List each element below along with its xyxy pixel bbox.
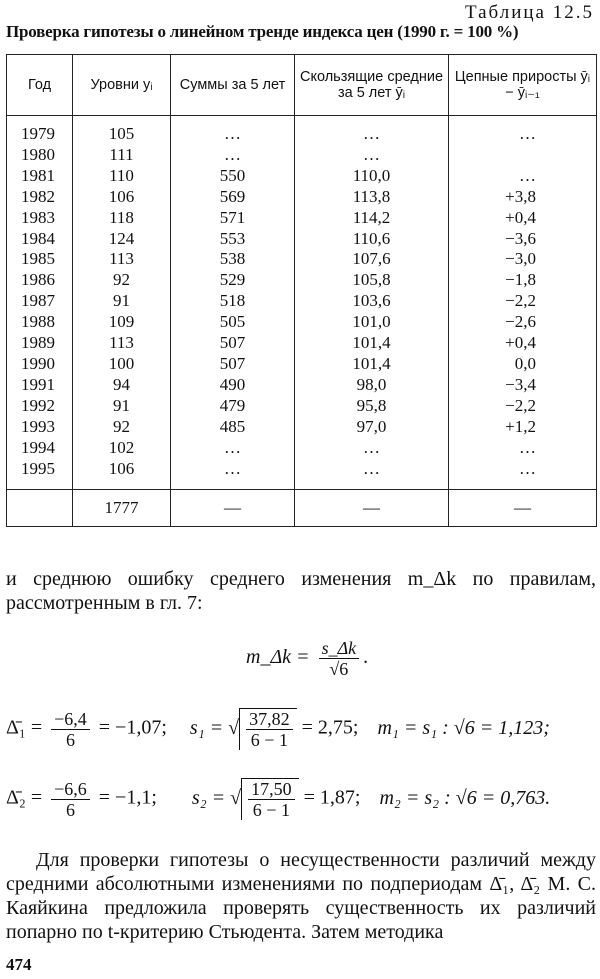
cell-moving-average: … xyxy=(295,459,449,490)
cell-chain-increment: −2,2 xyxy=(449,291,597,312)
cell-chain-increment: −3,0 xyxy=(449,249,597,270)
cell-level: 105 xyxy=(73,116,171,145)
s1-fraction xyxy=(246,709,293,750)
cell-sum: 485 xyxy=(171,417,295,438)
cell-chain-increment: −2,6 xyxy=(449,312,597,333)
cell-year: 1994 xyxy=(7,438,73,459)
cell-year: 1985 xyxy=(7,249,73,270)
s2-lhs: s₂ = xyxy=(191,786,226,809)
totals-year xyxy=(7,490,73,527)
table-caption: Проверка гипотезы о линейном тренде индекса цен (1990 г. = 100 %) xyxy=(6,22,519,41)
table-row xyxy=(7,459,597,490)
m2-expression: m₂ = s₂ : √6 = 0,763. xyxy=(379,786,551,809)
cell-moving-average: 103,6 xyxy=(295,291,449,312)
cell-moving-average: 101,0 xyxy=(295,312,449,333)
cell-moving-average: … xyxy=(295,145,449,166)
cell-year: 1989 xyxy=(7,333,73,354)
cell-moving-average: 101,4 xyxy=(295,354,449,375)
cell-sum: 538 xyxy=(171,249,295,270)
s2-num: 17,50 xyxy=(248,779,295,800)
m1-expression: m₁ = s₁ : √6 = 1,123; xyxy=(377,716,550,739)
paragraph-error-intro: и среднюю ошибку среднего изменения m_Δk по правилам, рассмотренным в гл. 7: xyxy=(6,568,596,614)
delta1-den: 6 xyxy=(65,729,75,750)
cell-chain-increment: −2,2 xyxy=(449,396,597,417)
table-label: Таблица 12.5 xyxy=(464,2,594,23)
cell-sum: 553 xyxy=(171,229,295,250)
delta2-result: = −1,1; xyxy=(98,786,157,809)
price-index-table xyxy=(6,54,597,527)
cell-sum: 569 xyxy=(171,187,295,208)
cell-moving-average: 105,8 xyxy=(295,270,449,291)
delta2-lhs: Δ̄₂ = xyxy=(6,786,43,809)
s1-result: = 2,75; xyxy=(301,716,359,739)
table-row xyxy=(7,417,597,438)
formula-subperiod-1 xyxy=(6,708,550,750)
cell-sum: … xyxy=(171,116,295,145)
table-row xyxy=(7,354,597,375)
cell-year: 1979 xyxy=(7,116,73,145)
cell-sum: 505 xyxy=(171,312,295,333)
cell-year: 1995 xyxy=(7,459,73,490)
page-number: 474 xyxy=(6,955,32,974)
cell-level: 111 xyxy=(73,145,171,166)
cell-level: 118 xyxy=(73,208,171,229)
cell-sum: … xyxy=(171,145,295,166)
header-chain-increments: Цепные приросты ȳᵢ − ȳᵢ₋₁ xyxy=(449,55,597,116)
cell-moving-average: 110,6 xyxy=(295,229,449,250)
s1-den: 6 − 1 xyxy=(250,730,288,750)
cell-chain-increment: +1,2 xyxy=(449,417,597,438)
cell-chain-increment: … xyxy=(449,438,597,459)
cell-sum: 518 xyxy=(171,291,295,312)
cell-moving-average: 97,0 xyxy=(295,417,449,438)
cell-year: 1987 xyxy=(7,291,73,312)
cell-moving-average: … xyxy=(295,438,449,459)
header-levels: Уровни yᵢ xyxy=(73,55,171,116)
cell-chain-increment: +0,4 xyxy=(449,208,597,229)
formula-denominator: √6 xyxy=(329,659,349,679)
formula-fraction xyxy=(319,638,360,679)
cell-moving-average: 114,2 xyxy=(295,208,449,229)
cell-year: 1991 xyxy=(7,375,73,396)
table-body xyxy=(7,116,597,490)
formula-end: . xyxy=(363,646,369,669)
cell-moving-average: 110,0 xyxy=(295,166,449,187)
cell-level: 102 xyxy=(73,438,171,459)
sqrt-icon: √ $\frac{37,82}{6 - 1}$ xyxy=(228,708,296,750)
cell-moving-average: 95,8 xyxy=(295,396,449,417)
cell-level: 113 xyxy=(73,249,171,270)
table-row xyxy=(7,116,597,145)
cell-level: 109 xyxy=(73,312,171,333)
delta1-fraction xyxy=(51,709,90,750)
cell-year: 1993 xyxy=(7,417,73,438)
cell-chain-increment xyxy=(449,145,597,166)
cell-sum: 479 xyxy=(171,396,295,417)
table-row xyxy=(7,312,597,333)
cell-sum: 507 xyxy=(171,333,295,354)
cell-sum: … xyxy=(171,459,295,490)
cell-level: 113 xyxy=(73,333,171,354)
cell-moving-average: … xyxy=(295,116,449,145)
totals-chain: — xyxy=(449,490,597,527)
cell-level: 94 xyxy=(73,375,171,396)
cell-chain-increment: 0,0 xyxy=(449,354,597,375)
table-row xyxy=(7,145,597,166)
header-year: Год xyxy=(7,55,73,116)
header-sums: Суммы за 5 лет xyxy=(171,55,295,116)
table-row xyxy=(7,249,597,270)
formula-lhs: m_Δk = xyxy=(246,646,310,669)
cell-chain-increment: +0,4 xyxy=(449,333,597,354)
delta2-num: −6,6 xyxy=(51,779,90,800)
cell-level: 106 xyxy=(73,459,171,490)
cell-chain-increment: −1,8 xyxy=(449,270,597,291)
cell-level: 106 xyxy=(73,187,171,208)
delta2-fraction xyxy=(51,779,90,820)
delta1-num: −6,4 xyxy=(51,709,90,730)
cell-level: 124 xyxy=(73,229,171,250)
s2-den: 6 − 1 xyxy=(252,800,290,820)
cell-sum: 550 xyxy=(171,166,295,187)
cell-year: 1981 xyxy=(7,166,73,187)
cell-year: 1992 xyxy=(7,396,73,417)
cell-chain-increment: −3,6 xyxy=(449,229,597,250)
cell-moving-average: 98,0 xyxy=(295,375,449,396)
formula-mean-error xyxy=(246,638,368,679)
paragraph-method: Для проверки гипотезы о несущественности различий между средними абсолютными изменениями по подпериодам Δ̄₁, Δ̄₂ М. С. Каяйкина предложила проверять существенность их различий попарно по t-критерию Стьюдента. Затем методика xyxy=(6,849,596,943)
cell-chain-increment: … xyxy=(449,166,597,187)
cell-chain-increment: … xyxy=(449,459,597,490)
sqrt-icon: √ $\frac{17,50}{6 - 1}$ xyxy=(230,778,298,820)
table-row xyxy=(7,333,597,354)
cell-sum: 507 xyxy=(171,354,295,375)
table-row xyxy=(7,438,597,459)
cell-sum: 490 xyxy=(171,375,295,396)
formula-subperiod-2 xyxy=(6,778,550,820)
cell-moving-average: 101,4 xyxy=(295,333,449,354)
s2-result: = 1,87; xyxy=(303,786,361,809)
cell-level: 100 xyxy=(73,354,171,375)
cell-year: 1990 xyxy=(7,354,73,375)
cell-moving-average: 107,6 xyxy=(295,249,449,270)
cell-sum: … xyxy=(171,438,295,459)
cell-year: 1984 xyxy=(7,229,73,250)
cell-level: 92 xyxy=(73,417,171,438)
table-row xyxy=(7,375,597,396)
table-row xyxy=(7,291,597,312)
formula-numerator: s_Δk xyxy=(319,638,360,659)
totals-sums: — xyxy=(171,490,295,527)
s1-lhs: s₁ = xyxy=(189,716,224,739)
table-row xyxy=(7,270,597,291)
cell-chain-increment: +3,8 xyxy=(449,187,597,208)
cell-level: 91 xyxy=(73,396,171,417)
cell-sum: 571 xyxy=(171,208,295,229)
delta2-den: 6 xyxy=(65,799,75,820)
cell-year: 1980 xyxy=(7,145,73,166)
cell-sum: 529 xyxy=(171,270,295,291)
totals-levels: 1777 xyxy=(73,490,171,527)
cell-level: 91 xyxy=(73,291,171,312)
table-row xyxy=(7,187,597,208)
cell-chain-increment: −3,4 xyxy=(449,375,597,396)
header-moving-averages: Скользящие средние за 5 лет ȳᵢ xyxy=(295,55,449,116)
cell-year: 1983 xyxy=(7,208,73,229)
table-header-row xyxy=(7,55,597,116)
table-row xyxy=(7,396,597,417)
cell-year: 1982 xyxy=(7,187,73,208)
totals-moving: — xyxy=(295,490,449,527)
cell-moving-average: 113,8 xyxy=(295,187,449,208)
s1-num: 37,82 xyxy=(246,709,293,730)
table-row xyxy=(7,208,597,229)
totals-row xyxy=(7,490,597,527)
cell-level: 110 xyxy=(73,166,171,187)
delta1-result: = −1,07; xyxy=(98,716,167,739)
cell-chain-increment: … xyxy=(449,116,597,145)
cell-year: 1986 xyxy=(7,270,73,291)
delta1-lhs: Δ̄₁ = xyxy=(6,716,43,739)
table-row xyxy=(7,229,597,250)
cell-level: 92 xyxy=(73,270,171,291)
cell-year: 1988 xyxy=(7,312,73,333)
table-row xyxy=(7,166,597,187)
s2-fraction xyxy=(248,779,295,820)
